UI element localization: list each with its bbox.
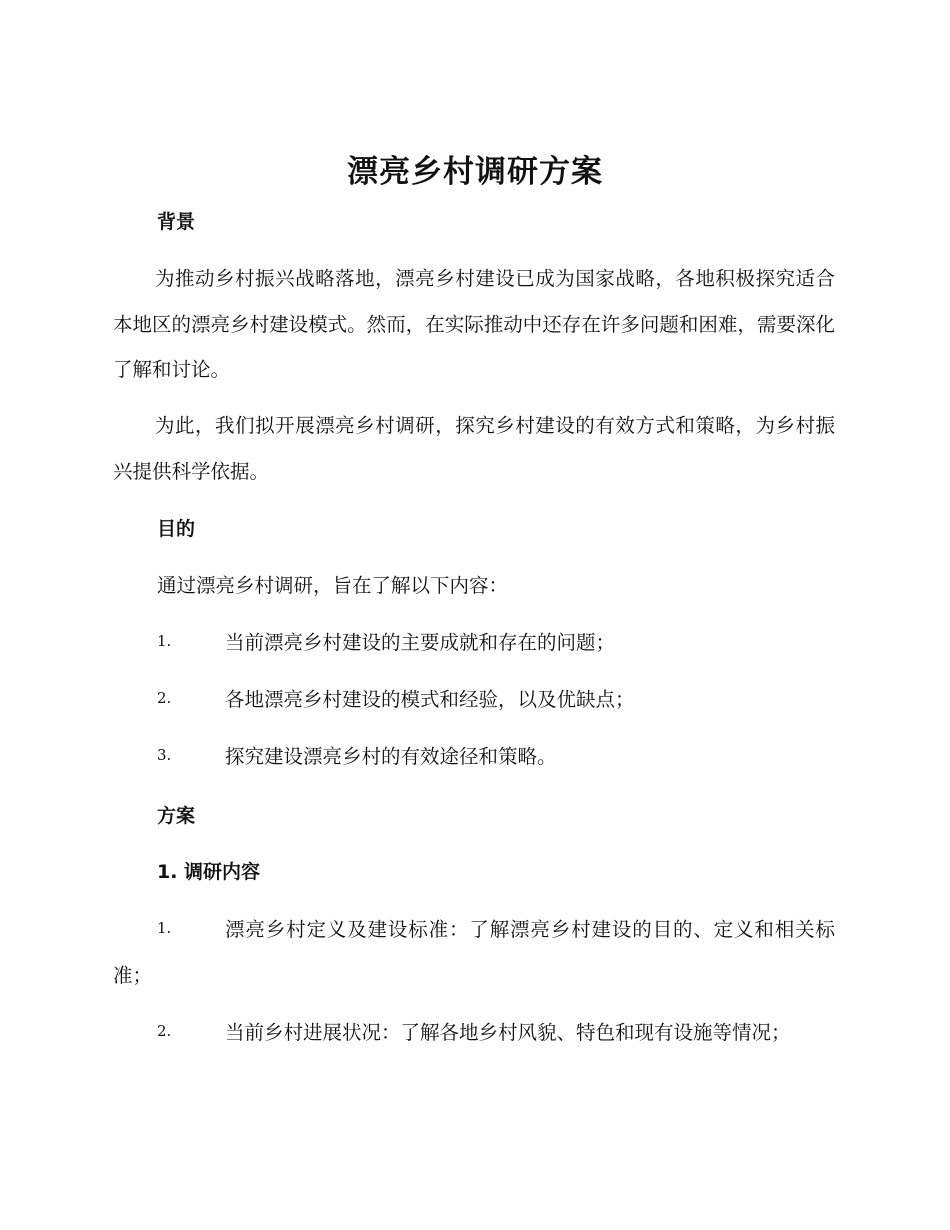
list-item-text: 漂亮乡村定义及建设标准：了解漂亮乡村建设的目的、定义和相关标准； xyxy=(113,918,835,987)
list-number: 2. xyxy=(157,689,172,707)
section-heading-plan: 方案 xyxy=(157,805,196,827)
purpose-intro: 通过漂亮乡村调研，旨在了解以下内容： xyxy=(157,574,509,597)
section-heading-purpose: 目的 xyxy=(157,518,196,540)
document-title: 漂亮乡村调研方案 xyxy=(347,154,603,190)
list-number: 1. xyxy=(157,919,172,937)
list-number: 1. xyxy=(157,632,172,650)
section-heading-background: 背景 xyxy=(157,211,196,233)
plan-subheading-research-content: 1. 调研内容 xyxy=(157,861,261,883)
list-item-text: 各地漂亮乡村建设的模式和经验，以及优缺点； xyxy=(225,688,635,711)
list-item-text: 当前漂亮乡村建设的主要成就和存在的问题； xyxy=(225,631,616,654)
background-paragraph-2: 为此，我们拟开展漂亮乡村调研，探究乡村建设的有效方式和策略，为乡村振兴提供科学依据。 xyxy=(113,414,835,483)
list-item-text: 探究建设漂亮乡村的有效途径和策略。 xyxy=(225,745,557,768)
background-paragraph-1: 为推动乡村振兴战略落地，漂亮乡村建设已成为国家战略，各地积极探究适合本地区的漂亮乡村建设模式。然而，在实际推动中还存在许多问题和困难，需要深化了解和讨论。 xyxy=(113,267,835,381)
list-number: 2. xyxy=(157,1022,172,1040)
list-item-text: 当前乡村进展状况：了解各地乡村风貌、特色和现有设施等情况； xyxy=(225,1021,791,1044)
list-number: 3. xyxy=(157,746,172,764)
